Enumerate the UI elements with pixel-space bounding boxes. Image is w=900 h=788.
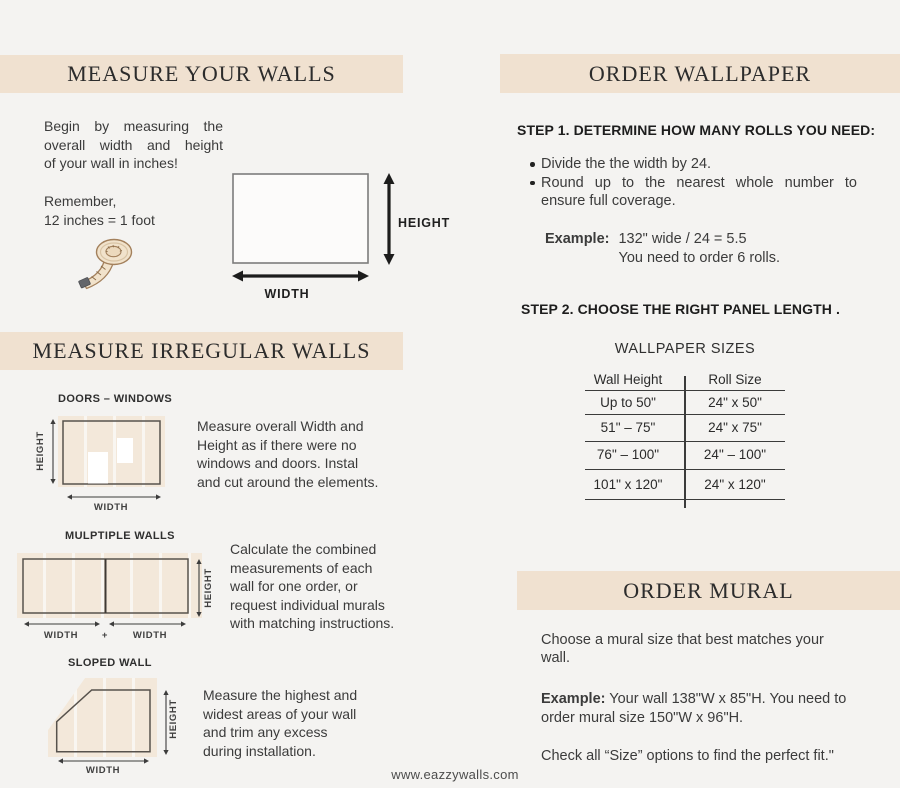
- doors-windows-text: Measure overall Width and Height as if there were no windows and doors. Instal and cut around the elements.: [197, 418, 379, 490]
- mural-example-line2: order mural size 150"W x 96"H.: [541, 709, 744, 726]
- table-title: WALLPAPER SIZES: [614, 341, 756, 357]
- wall-width-label: WIDTH: [264, 287, 310, 301]
- order-wallpaper-title: ORDER WALLPAPER: [588, 61, 812, 86]
- multiple-height-label: HEIGHT: [203, 568, 214, 608]
- remember-note: Remember, 12 inches = 1 foot: [44, 193, 155, 228]
- wall-height-cell: 76" – 100": [596, 447, 660, 462]
- order-mural-banner: [517, 571, 900, 610]
- sloped-height-label: HEIGHT: [168, 699, 179, 739]
- sloped-wall-text: Measure the highest and widest areas of your wall and trim any excess during installation.: [203, 687, 358, 759]
- doors-windows-diagram: [48, 410, 178, 510]
- step1-example: [545, 230, 780, 268]
- doors-width-label: WIDTH: [93, 502, 129, 513]
- roll-size-cell: 24" x 50": [708, 395, 762, 410]
- mural-paragraph: Choose a mural size that best matches your wall.: [541, 632, 824, 666]
- multiple-walls-label: MULPTIPLE WALLS: [65, 530, 175, 542]
- multiple-width-label-2: WIDTH: [132, 630, 168, 641]
- measure-walls-title: MEASURE YOUR WALLS: [67, 61, 336, 86]
- irregular-walls-title: MEASURE IRREGULAR WALLS: [32, 338, 371, 363]
- roll-size-cell: 24" – 100": [703, 447, 767, 462]
- order-wallpaper-banner: [500, 54, 900, 93]
- wall-height-cell: Up to 50": [600, 395, 656, 410]
- example-lines: 132" wide / 24 = 5.5 You need to order 6 rolls.: [618, 231, 780, 266]
- doors-height-label: HEIGHT: [35, 431, 46, 471]
- bullet-item-1: Divide the the width by 24.: [541, 155, 857, 174]
- wall-height-label: HEIGHT: [398, 216, 451, 230]
- intro-paragraph: Begin by measuring the overall width and height of your wall in inches!: [44, 118, 223, 172]
- sloped-width-label: WIDTH: [85, 765, 121, 776]
- roll-size-cell: 24" x 75": [708, 420, 762, 435]
- roll-size-header: Roll Size: [708, 372, 762, 387]
- multiple-width-label-1: WIDTH: [43, 630, 79, 641]
- mural-example: [541, 690, 846, 727]
- wall-height-cell: 101" x 120": [593, 476, 663, 492]
- step1-bullets: [541, 155, 857, 211]
- sloped-wall-label: SLOPED WALL: [68, 657, 152, 669]
- wall-height-header: Wall Height: [593, 372, 663, 387]
- multiple-walls-text: Calculate the combined measurements of each wall for one order, or request individual murals with matching instructions.: [230, 541, 395, 632]
- roll-size-cell: 24" x 120": [704, 476, 766, 492]
- doors-windows-label: DOORS – WINDOWS: [58, 393, 173, 405]
- website-url: www.eazzywalls.com: [391, 767, 519, 782]
- step1-heading: STEP 1. DETERMINE HOW MANY ROLLS YOU NEED:: [517, 122, 876, 138]
- measure-walls-banner: [0, 55, 403, 93]
- example-label: Example:: [545, 231, 610, 247]
- mural-example-label: Example:: [541, 691, 606, 707]
- bullet-item-2: Round up to the nearest whole number to ensure full coverage.: [541, 174, 857, 210]
- mural-check-note: Check all “Size” options to find the perfect fit.": [541, 748, 834, 764]
- order-mural-title: ORDER MURAL: [623, 578, 794, 603]
- step2-heading: STEP 2. CHOOSE THE RIGHT PANEL LENGTH .: [521, 301, 840, 317]
- measuring-tape-icon: [75, 234, 149, 292]
- table-column-divider: [684, 376, 686, 508]
- plus-sign: +: [101, 630, 109, 641]
- wall-height-cell: 51" – 75": [600, 420, 656, 435]
- wall-diagram: [225, 170, 405, 290]
- irregular-walls-banner: [0, 332, 403, 370]
- mural-example-rest: Your wall 138"W x 85"H. You need to: [609, 691, 847, 707]
